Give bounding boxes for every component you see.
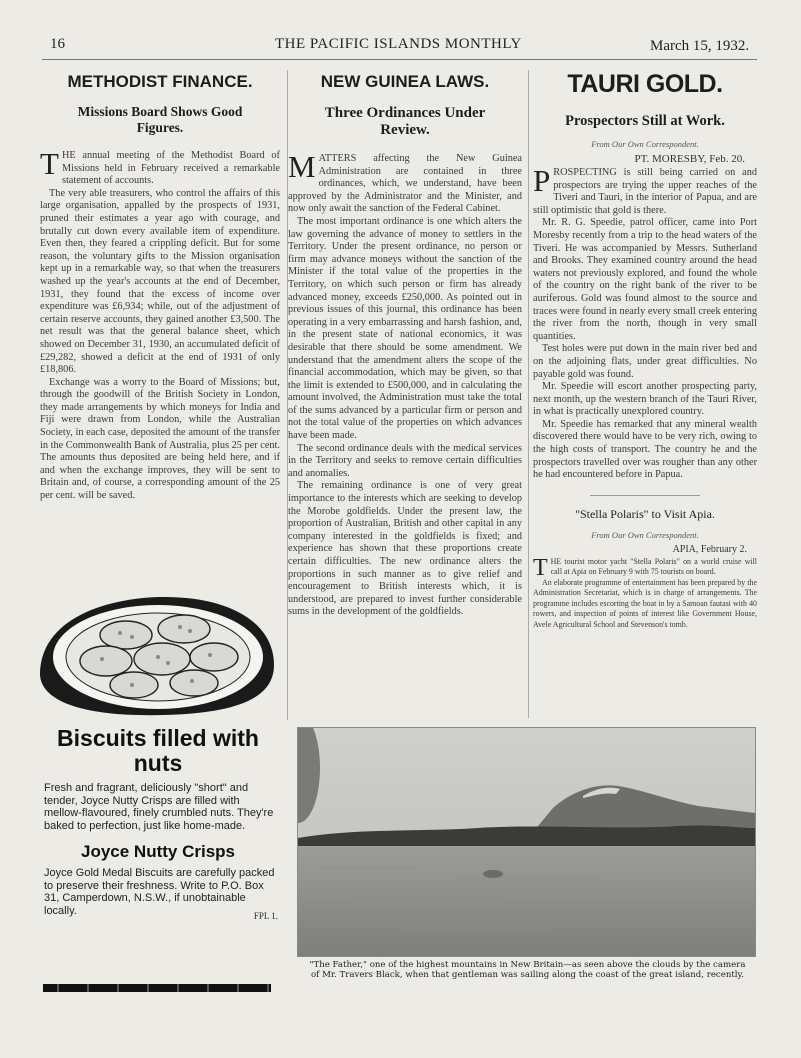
article-new-guinea-laws	[288, 72, 522, 619]
paragraph: An elaborate programme of entertainment has been prepared by the Administration Secretariat, which is in charge of arrangements. The programme includes escorting the boat in by a Samoan fautasi with 40 rowers, and inspection of points of interest like Government House, Avele Agricultural School and Stevenson's tomb.	[533, 577, 757, 629]
paragraph: HE tourist motor yacht "Stella Polaris" on a world cruise will call at Apia on February 9 with 75 tourists on board.	[550, 556, 757, 577]
drop-cap: T	[533, 554, 548, 581]
drop-cap: T	[40, 146, 59, 181]
paragraph: Mr. Speedie has remarked that any mineral wealth discovered there would have to be very rich, owing to the high costs of transport. The country he and the prospectors travelled over was rougher than any other he had encountered before in Papua.	[533, 418, 757, 481]
paragraph: ATTERS affecting the New Guinea Administration are contained in three ordinances, which, we understand, have been approved by the Administrator and the Minister, and now only await the sanction of the Federal Cabinet.	[288, 153, 522, 215]
byline: From Our Own Correspondent.	[591, 139, 699, 149]
drop-cap: P	[533, 163, 551, 198]
mountain-photo-image	[298, 728, 755, 956]
page-number: 16	[50, 36, 65, 52]
paragraph: The second ordinance deals with the medical services in the Territory and seeks to remove certain difficulties and anomalies.	[288, 442, 522, 479]
mountain-photo	[297, 727, 756, 957]
subheadline: Three Ordinances Under Review.	[324, 105, 486, 138]
paragraph: ROSPECTING is still being carried on and prospectors are trying the upper reaches of the Tiveri and Tauri, in the interior of Papua, and are still optimistic that gold is there.	[533, 167, 757, 216]
paragraph: The most important ordinance is one which alters the law governing the advance of money to settlers in the Territory. Under the present ordinance, no person or firm may advance moneys without the sanction of the Minister if the total value of the properties in the Territory, on which such person or firm has already advanced money, exceeds £250,000. As pointed out in previous issues of this journal, this ordinance has been operating in a very embarrassing and harsh fashion, and, in the present state of national economics, it was desirable that there should be some amendment. We understand that the amendment alters the scope of the financial accommodation, which may be given, so that the limit is extended to £500,000, and in calculating the amount involved, the Administration must take the total of the sums advanced by a particular firm or person and not the total value of the properties on which advances have been made.	[288, 215, 522, 442]
article-tauri-gold	[533, 70, 757, 630]
paragraph: The remaining ordinance is one of very great importance to the interests which are seeking to develop the Morobe goldfields. Under the present law, the proportion of Australian, British and other capital in any company interested in the goldfields is fixed; and experience has shown that these proportions create certain difficulties. The new ordinance alters the proportions in such manner as to give relief and encouragement to British interests which, it is understood, are prepared to invest further considerable sums in the development of the goldfields.	[288, 480, 522, 618]
paragraph: Exchange was a worry to the Board of Missions; but, through the goodwill of the British Society in London, they made arrangements by which moneys for India and Fiji were drawn from London, while the Australian Society, in each case, deposited the amount of the transfer in the Commonwealth Bank of Australia, plus 25 per cent. The amounts thus deposited are being held here, and if and when the exchange improves, they will be sent to Britain and, of course, a corresponding amount of the 25 per cent. will be saved.	[40, 376, 280, 502]
drop-cap: M	[288, 149, 316, 184]
paragraph: The very able treasurers, who control the affairs of this large organisation, appalled by the prospects of 1931, pruned their estimates a year ago with courage, and brutally cut down every available item of expenditure. Even then, they feared a crippling deficit. But for some reason, the voluntary gifts to the Mission organisation kept up in a remarkable way, so that when the treasurers washed up the year's accounts at the end of December, 1931, they found that the excess of income over expenditure was £6,934; while, out of the adjustment of certain reserve accounts, they gained another £3,500. The net result was that the general balance sheet, which showed on December 31, 1930, an accumulated deficit of £29,282, showed a deficit at the end of 1931 of only £18,806.	[40, 187, 280, 376]
article-body	[533, 163, 757, 482]
paragraph: Mr. R. G. Speedie, patrol officer, came into Port Moresby recently from a trip to the head waters of the Tiveri. He was accompanied by Messrs. Sutherland and Brooks. They examined country around the head waters not previously explored, and found the whole of the country on the right bank of the river to be auriferous. Gold was found almost to the source and traces were found in nearly every small creek entering the river from the north, though in very small quantities.	[533, 217, 757, 342]
article-body	[288, 149, 522, 619]
paragraph: Mr. Speedie will escort another prospecting party, next month, up the western branch of the Tauri River, in what is practically unexplored country.	[533, 381, 757, 418]
subheadline: Prospectors Still at Work.	[565, 113, 725, 129]
headline: TAURI GOLD.	[567, 70, 723, 98]
ad-decorative-bar	[43, 984, 271, 992]
paragraph: Test holes were put down in the main river bed and on the adjoining flats, under great difficulties. No payable gold was found.	[533, 343, 757, 380]
dateline: PT. MORESBY, Feb. 20.	[634, 153, 745, 165]
headline: METHODIST FINANCE.	[67, 72, 253, 91]
journal-title: THE PACIFIC ISLANDS MONTHLY	[275, 36, 522, 52]
paragraph: HE annual meeting of the Methodist Board of Missions held in February received a remarkable statement of accounts.	[61, 150, 280, 187]
photo-caption: "The Father," one of the highest mountains in New Britain—as seen above the clouds by the camera of Mr. Travers Black, when that gentleman was sailing along the coast of the great island, recently.	[309, 960, 746, 981]
header-rule	[42, 59, 757, 60]
ad-code: FPL 1.	[253, 911, 278, 921]
ad-headline: Biscuits filled with nuts	[57, 725, 259, 776]
dateline: APIA, February 2.	[672, 543, 747, 555]
biscuit-plate-illustration	[34, 585, 280, 725]
ad-body: Fresh and fragrant, deliciously "short" and tender, Joyce Nutty Crisps are filled with mellow-flavoured, finely crumbled nuts. They're baked to perfection, just like home-made.	[44, 782, 274, 832]
byline: From Our Own Correspondent.	[591, 529, 699, 540]
ad-footer: Joyce Gold Medal Biscuits are carefully packed to preserve their freshness. Write to P.O. Box 31, Camperdown, N.S.W., if unobtainable locally.	[44, 867, 275, 917]
biscuit-advertisement	[38, 726, 278, 921]
section-divider	[590, 495, 700, 496]
stella-headline: "Stella Polaris" to Visit Apia.	[575, 506, 715, 521]
column-rule	[528, 70, 529, 718]
ad-brand: Joyce Nutty Crisps	[81, 842, 235, 861]
issue-date: March 15, 1932.	[650, 38, 750, 54]
article-methodist-finance	[40, 72, 280, 503]
subheadline: Missions Board Shows Good Figures.	[77, 104, 243, 135]
article-body	[533, 554, 757, 631]
article-body	[40, 146, 280, 503]
headline: NEW GUINEA LAWS.	[320, 72, 490, 91]
